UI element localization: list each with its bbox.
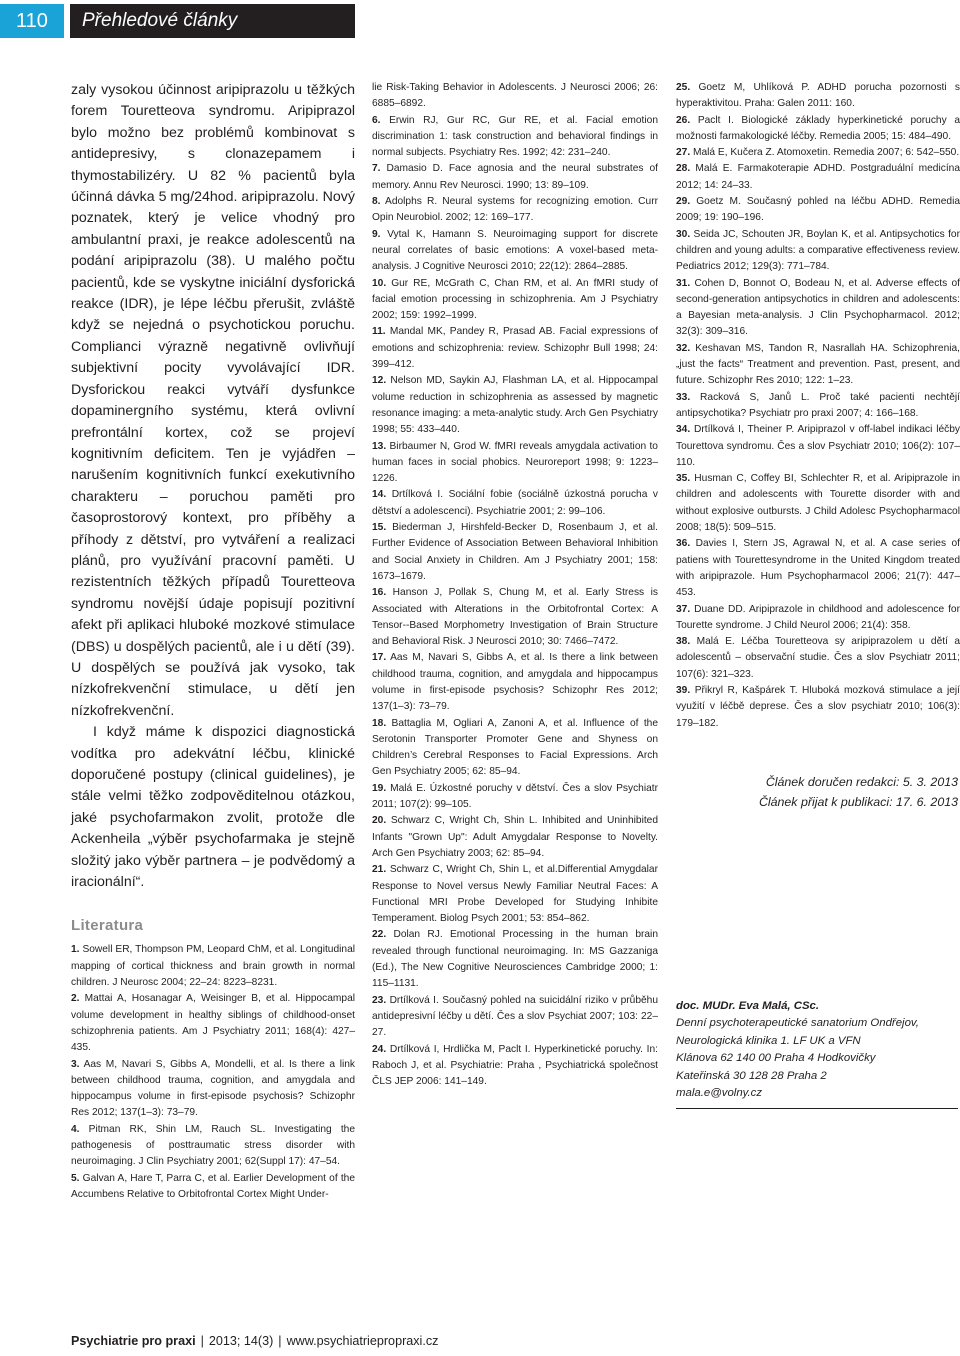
reference-item bbox=[372, 1042, 658, 1091]
reference-number: 13. bbox=[372, 440, 387, 452]
reference-item bbox=[372, 487, 658, 520]
reference-item bbox=[676, 471, 960, 536]
received-date: Článek doručen redakci: 5. 3. 2013 bbox=[765, 775, 958, 789]
reference-text: Davies I, Stern JS, Agrawal N, et al. A case series of patiens with Tourettesyndrome in the United Kingdom treated with aripiprazole. Hum Psychopharmacol 2006; 21(7): 447–453. bbox=[676, 538, 960, 599]
reference-text: Paclt I. Biologické základy hyperkinetické poruchy a možnosti farmakologické léčby. Remedia 2005; 15: 484–490. bbox=[676, 114, 960, 142]
reference-number: 20. bbox=[372, 815, 387, 827]
page-header bbox=[0, 0, 960, 42]
reference-item bbox=[372, 161, 658, 194]
reference-text: Drtílková I. Současný pohled na suicidální riziko v průběhu antidepresivní léčby u dětí. Čes a slov Psychiat 2007; 103: 22–27. bbox=[372, 994, 658, 1039]
reference-item bbox=[676, 227, 960, 276]
references-column-3 bbox=[676, 80, 960, 732]
reference-text: Malá E. Léčba Touretteova sy aripiprazolem u dětí a adolescentů – observační studie. Čes a slov Psychiatr 2011; 107(6): 321–323. bbox=[676, 636, 960, 680]
reference-number: 23. bbox=[372, 994, 387, 1006]
reference-number: 10. bbox=[372, 277, 387, 289]
reference-item bbox=[372, 862, 658, 927]
reference-item bbox=[71, 942, 355, 991]
reference-text: Přikryl R, Kašpárek T. Hluboká mozková stimulace a její využití v léčbě deprese. Čes a slov psychiatr 2010; 106(3): 179–182. bbox=[676, 684, 960, 729]
accepted-date: Článek přijat k publikaci: 17. 6. 2013 bbox=[758, 795, 958, 809]
reference-text: Drtílková I, Theiner P. Aripiprazol v off-label indikaci léčby Tourettova syndromu. Čes a slov Psychiatr 2010; 106(2): 107–110. bbox=[676, 424, 960, 468]
reference-number: 9. bbox=[372, 228, 381, 240]
journal-name: Psychiatrie pro praxi bbox=[71, 1334, 196, 1348]
reference-item bbox=[372, 585, 658, 650]
author-name: doc. MUDr. Eva Malá, CSc. bbox=[676, 1000, 820, 1012]
author-email[interactable]: mala.e@volny.cz bbox=[676, 1087, 763, 1100]
reference-item bbox=[676, 602, 960, 635]
reference-text: Racková S, Janů L. Proč také pacienti nechtějí antipsychotika? Psychiatr pro praxi 2007; 4: 166–168. bbox=[676, 391, 960, 419]
reference-item bbox=[372, 194, 658, 227]
reference-number: 14. bbox=[372, 489, 387, 501]
reference-item bbox=[372, 813, 658, 862]
reference-number: 24. bbox=[372, 1043, 387, 1055]
main-column bbox=[71, 80, 355, 1203]
reference-number: 34. bbox=[676, 424, 691, 436]
reference-number: 5. bbox=[71, 1172, 80, 1184]
reference-list-col1 bbox=[71, 942, 355, 1170]
reference-item bbox=[372, 324, 658, 373]
reference-text: Cohen D, Bonnot O, Bodeau N, et al. Adverse effects of second-generation antipsychotics in children and adolescents: a Bayesian meta-analysis. J Clin Psychopharmacol. 2012; 32(3): 309–316. bbox=[676, 277, 960, 338]
reference-number: 19. bbox=[372, 782, 387, 794]
reference-number: 2. bbox=[71, 993, 80, 1005]
reference-text: Malá E, Kučera Z. Atomoxetin. Remedia 2007; 6: 542–550. bbox=[693, 147, 960, 159]
reference-text: Keshavan MS, Tandon R, Nasrallah HA. Schizophrenia, „just the facts“ Treatment and prevention. Past, present, and future. Schizophr Res 2010; 122: 1–23. bbox=[676, 342, 960, 387]
reference-item bbox=[676, 80, 960, 113]
reference-number: 16. bbox=[372, 587, 387, 599]
reference-text: Erwin RJ, Gur RC, Gur RE, et al. Facial emotion discrimination 1: task construction and behavioral findings in normal subjects. Psychiatry Res. 1992; 42: 231–240. bbox=[372, 114, 658, 159]
reference-number: 12. bbox=[372, 375, 387, 387]
reference-text: Birbaumer N, Grod W. fMRI reveals amygdala activation to human faces in social phobics. Neuroreport 1998; 9: 1223–1226. bbox=[372, 440, 658, 485]
reference-item bbox=[372, 781, 658, 814]
reference-text: Husman C, Coffey BI, Schlechter R, et al. Aripiprazole in children and adolescents with Tourette disorder with and without explosive outbursts. J Child Adolesc Psychopharmacol 2008; 18(5): 509–515. bbox=[676, 473, 960, 534]
reference-item bbox=[676, 341, 960, 390]
reference-text: Biederman J, Hirshfeld-Becker D, Rosenbaum J, et al. Further Evidence of Association Between Behavioral Inhibition and Social Anxiety in Children. Am J Psychiatry 2001; 158: 1673–1679. bbox=[372, 522, 658, 582]
reference-number: 4. bbox=[71, 1123, 80, 1135]
reference-item bbox=[676, 113, 960, 146]
reference-number: 32. bbox=[676, 342, 691, 354]
reference-item bbox=[676, 276, 960, 341]
page-footer bbox=[71, 1334, 438, 1348]
reference-item bbox=[372, 227, 658, 276]
footer-separator: | bbox=[200, 1334, 204, 1348]
reference-number: 29. bbox=[676, 196, 691, 208]
reference-item bbox=[372, 520, 658, 585]
journal-issue: 2013; 14(3) bbox=[208, 1334, 274, 1348]
reference-text: Drtílková I. Sociální fobie (sociálně úzkostná porucha v dětství a adolescenci). Psychiatrie 2001; 2: 99–106. bbox=[372, 489, 658, 517]
page-number: 110 bbox=[0, 4, 64, 38]
reference-number: 25. bbox=[676, 82, 691, 93]
reference-text: Goetz M, Uhlíková P. ADHD porucha pozornosti s hyperaktivitou. Praha: Galen 2011: 160. bbox=[676, 82, 960, 110]
reference-text: Aas M, Navari S, Gibbs A, Mondelli, et al. Is there a link between childhood trauma, cognition, and amygdala and hippocampus volume in first-episode psychosis? Schizophr Res 2012; 137(1–3): 73–79. bbox=[71, 1058, 355, 1119]
reference-item bbox=[372, 373, 658, 438]
reference-number: 28. bbox=[676, 163, 691, 175]
reference-number: 21. bbox=[372, 864, 387, 876]
reference-number: 8. bbox=[372, 196, 381, 208]
reference-list-col2 bbox=[372, 113, 658, 1091]
reference-item bbox=[372, 993, 658, 1042]
address-line-1: Denní psychoterapeutické sanatorium Ondřejov, bbox=[676, 1017, 919, 1030]
reference-text: Sowell ER, Thompson PM, Leopard ChM, et al. Longitudinal mapping of cortical thickness and brain growth in normal children. J Neurosc 2004; 22–24: 8223–8231. bbox=[71, 944, 355, 989]
reference-number: 39. bbox=[676, 684, 691, 696]
reference-number: 35. bbox=[676, 473, 691, 485]
reference-text: Malá E. Farmakoterapie ADHD. Postgraduální medicína 2012; 14: 24–33. bbox=[676, 163, 960, 191]
reference-text: Dolan RJ. Emotional Processing in the human brain revealed through functional neuroimaging. In: MS Gazzaniga (Ed.), The New Cognitive Neurosciences Cambridge 2000; 1: 115–1131. bbox=[372, 929, 658, 990]
reference-text: Nelson MD, Saykin AJ, Flashman LA, et al. Hippocampal volume reduction in schizophrenia as assessed by magnetic resonance imaging: a meta-analytic study. Arch Gen Psychiatry 1998; 55: 433–440. bbox=[372, 375, 658, 436]
reference-item bbox=[676, 683, 960, 732]
reference-number: 36. bbox=[676, 538, 691, 550]
reference-text: Duane DD. Aripiprazole in childhood and adolescence for Tourette syndrome. J Child Neurol 2006; 21(4): 358. bbox=[676, 603, 960, 631]
reference-text: Damasio D. Face agnosia and the neural substrates of memory. Annu Rev Neurosci. 1990; 13: 89–109. bbox=[372, 163, 658, 191]
footer-separator: | bbox=[278, 1334, 282, 1348]
reference-text: Pitman RK, Shin LM, Rauch SL. Investigating the pathogenesis of posttraumatic stress disorder with neuroimaging. J Clin Psychiatry 2001; 62(Suppl 17): 47–54. bbox=[71, 1123, 355, 1168]
references-column-2 bbox=[372, 80, 658, 1090]
reference-number: 15. bbox=[372, 522, 387, 534]
reference-item bbox=[676, 422, 960, 471]
reference-item bbox=[676, 536, 960, 601]
reference-number: 18. bbox=[372, 717, 387, 729]
reference-number: 22. bbox=[372, 929, 387, 941]
reference-number: 33. bbox=[676, 391, 691, 403]
reference-item bbox=[71, 991, 355, 1056]
reference-item bbox=[676, 634, 960, 683]
reference-item bbox=[71, 1171, 355, 1204]
reference-item bbox=[676, 161, 960, 194]
reference-item bbox=[372, 927, 658, 992]
literature-heading: Literatura bbox=[71, 917, 144, 935]
reference-text: Battaglia M, Ogliari A, Zanoni A, et al. Influence of the Serotonin Transporter Promoter Gene and Shyness on Children’s Cerebral Responses to Facial Expressions. Arch Gen Psychiatry 2005; 62: 85–94. bbox=[372, 717, 658, 778]
address-line-4: Kateřinská 30 128 28 Praha 2 bbox=[676, 1069, 827, 1082]
body-paragraph-1: zaly vysokou účinnost aripiprazolu u těžkých forem Touretteova syndromu. Aripiprazol bylo možno bez problémů kombinovat s antidepresivy, s clonazepamem i thymostabilizéry. U 82 % pacientů byla účinná dávka 5 mg/24hod. aripiprazolu. Nový poznatek, který je velice vhodný pro ambulantní praxi, je reakce adolescentů na podání aripiprazolu (38). U malého počtu pacientů, kde se vyskytne iniciální dysforická reakce (IDR), je lépe léčbu přerušit, zvláště když se nejedná o psychotickou poruchu. Complianci výrazně negativně ovlivňují subjektivní pocity vyvolávající IDR. Dysforickou reakci vytváří dysfunkce dopaminergního systému, která ovlivní prefrontální kortex, což se projeví kognitivním deficitem. Ten je vyjádřen – narušením kognitivních funkcí exekutivního charakteru – poruchou paměti pro časoprostorový kontext, pro příběhy a příhody z dětství, pro vytváření a realizaci plánů, pro využívání pracovní paměti. U rezistentních těžkých případů Touretteova syndromu novější údaje popisují pozitivní afekt při aplikaci hluboké mozkové stimulace (DBS) u dospělých pacientů, ale i u dětí (39). U dospělých se používá jak vysoko, tak nízkofrekvenční stimulace, u dětí jen nízkofrekvenční. bbox=[71, 82, 355, 719]
reference-item bbox=[676, 390, 960, 423]
reference-text: Schwarz C, Wright Ch, Shin L. Inhibited and Uninhibited Infants "Grown Up": Adult Amygdalar Response to Novelty. Arch Gen Psychiatry 2003; 62: 85–94. bbox=[372, 815, 658, 859]
reference-number: 30. bbox=[676, 228, 691, 240]
reference-number: 1. bbox=[71, 944, 80, 956]
reference-item bbox=[372, 113, 658, 162]
reference-number: 11. bbox=[372, 326, 386, 338]
reference-item bbox=[372, 716, 658, 781]
address-line-2: Neurologická klinika 1. LF UK a VFN bbox=[676, 1034, 861, 1047]
article-dates bbox=[676, 772, 958, 812]
reference-item bbox=[676, 194, 960, 227]
reference-text: Schwarz C, Wright Ch, Shin L, et al.Differential Amygdalar Response to Novel versus Newly Familiar Neutral Faces: A Functional MRI Probe Developed for Studying Inhibite Temperament. Biolog Psych 2001; 53: 854–862. bbox=[372, 864, 658, 925]
reference-number: 7. bbox=[372, 163, 381, 175]
address-line-3: Klánova 62 140 00 Praha 4 Hodkovičky bbox=[676, 1052, 876, 1065]
reference-number: 37. bbox=[676, 603, 691, 615]
reference-item bbox=[372, 650, 658, 715]
reference-text: Gur RE, McGrath C, Chan RM, et al. An fMRI study of facial emotion processing in schizophrenia. Am J Psychiatry 2002; 159: 1992–1999. bbox=[372, 277, 658, 322]
reference-item bbox=[71, 1057, 355, 1122]
reference-item bbox=[372, 276, 658, 325]
reference-text: Mattai A, Hosanagar A, Weisinger B, et al. Hippocampal volume development in healthy siblings of childhood-onset schizophrenia patients. Am J Psychiatry 2011; 168(4): 427–435. bbox=[71, 993, 355, 1054]
reference-text: Adolphs R. Neural systems for recognizing emotion. Curr Opin Neurobiol. 2002; 12: 169–177. bbox=[372, 196, 658, 224]
reference-number: 31. bbox=[676, 277, 691, 289]
body-paragraph-2: I když máme k dispozici diagnostická vodítka pro adekvátní léčbu, klinické doporučené postupy (clinical guidelines), je stále velmi těžko zodpověditelnou otázkou, jaké psychofarmakon zvolit, protože dle Ackenheila „výběr psychofarmaka je stejně složitý jako výběr partnera – je podvědomý a iracionální“. bbox=[71, 724, 355, 891]
reference-text: Malá E. Úzkostné poruchy v dětství. Čes a slov Psychiatr 2011; 107(2): 99–105. bbox=[372, 782, 658, 811]
section-title: Přehledové články bbox=[70, 4, 355, 38]
reference-text: Seida JC, Schouten JR, Boylan K, et al. Antipsychotics for children and young adults: a comparative effectiveness review. Pediatrics 2012; 129(3): 771–784. bbox=[676, 228, 960, 273]
reference-text: Hanson J, Pollak S, Chung M, et al. Early Stress is Associated with Alterations in the Orbitofrontal Cortex: A Tensor--Based Morphometry Investigation of Brain Structure and Behavioral Risk. J Neurosci 2010; 30: 7466–7472. bbox=[372, 587, 658, 648]
reference-item bbox=[71, 1122, 355, 1171]
reference-text: Galvan A, Hare T, Parra C, et al. Earlier Development of the Accumbens Relative to Orbitofrontal Cortex Might Under- bbox=[71, 1172, 355, 1200]
reference-number: 38. bbox=[676, 636, 691, 648]
reference-number: 3. bbox=[71, 1058, 80, 1070]
address-divider bbox=[676, 1108, 958, 1109]
reference-item bbox=[676, 145, 960, 161]
reference-list-col3 bbox=[676, 80, 960, 732]
reference-text: Vytal K, Hamann S. Neuroimaging support for discrete neural correlates of basic emotions: A voxel-based meta-analysis. J Cognitive Neurosci 2010; 22(12): 2864–2885. bbox=[372, 228, 658, 273]
reference-text: Goetz M. Současný pohled na léčbu ADHD. Remedia 2009; 19: 190–196. bbox=[676, 196, 960, 224]
reference-text: Mandal MK, Pandey R, Prasad AB. Facial expressions of emotions and schizophrenia: review. Schizophr Bull 1998; 24: 399–412. bbox=[372, 326, 658, 371]
reference-text: Drtílková I, Hrdlička M, Paclt I. Hyperkinetické poruchy. In: Raboch J, et al. Psychiatrie: Praha , Psychiatrická společnost ČLS JEP 2006: 141–149. bbox=[372, 1043, 658, 1088]
reference-number: 6. bbox=[372, 114, 381, 126]
reference-continuation: lie Risk-Taking Behavior in Adolescents. J Neurosci 2006; 26: 6885–6892. bbox=[372, 82, 658, 110]
journal-website[interactable]: www.psychiatriepropraxi.cz bbox=[286, 1334, 439, 1348]
reference-number: 27. bbox=[676, 147, 691, 159]
correspondence-address bbox=[676, 998, 958, 1102]
reference-number: 26. bbox=[676, 114, 691, 126]
reference-number: 17. bbox=[372, 652, 387, 664]
reference-item bbox=[372, 439, 658, 488]
reference-text: Aas M, Navari S, Gibbs A, et al. Is there a link between childhood trauma, cognition, and amygdala and hippocampus volume in first-episode psychosis? Schizophr Res 2012; 137(1–3): 73–79. bbox=[372, 652, 658, 713]
